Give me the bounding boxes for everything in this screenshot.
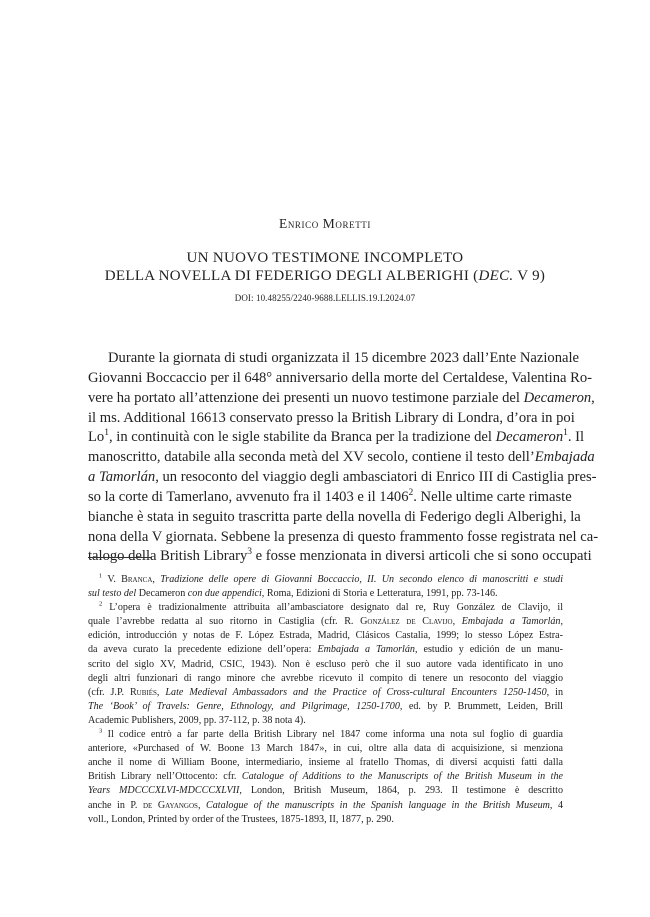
article-title-line-2: DELLA NOVELLA DI FEDERIGO DEGLI ALBERIGHI (DEC. V 9): [104, 268, 546, 284]
footnote-3-line: $^3$ Il codice entrò a far parte della British Library nel 1847 come informa una nota sul foglio di guardia: [99, 727, 563, 741]
footnote-ref: 1: [563, 428, 568, 439]
footnote-2-line: da aveva curato la precedente edizione dell’opera: Embajada a Tamorlán, estudio y edición de un manu-: [88, 644, 564, 656]
body-line: vere ha portato all’attenzione dei presenti un nuovo testimone parziale del Decameron,: [88, 389, 595, 406]
footnote-separator: [88, 557, 152, 558]
footnote-2-line: scrito del siglo XV, Madrid, CSIC, 1943). Non è escluso però che il suo autore vada identificato in uno: [88, 658, 563, 670]
body-line: so la corte di Tamerlano, avvenuto fra il 1403 e il 1406$^2$. Nelle ultime carte rimaste: [88, 488, 572, 505]
footnote-3-line: anche in P. de Gayangos, Catalogue of the manuscripts in the Spanish language in the British Museum, 4: [88, 799, 563, 811]
footnote-2-line: Academic Publishers, 2009, pp. 37-112, p. 38 nota 4).: [88, 714, 306, 726]
body-line: Giovanni Boccaccio per il 648° anniversario della morte del Certaldese, Valentina Ro-: [88, 369, 593, 386]
footnote-3-line: voll., London, Printed by order of the Trustees, 1875-1893, II, 1877, p. 290.: [88, 813, 394, 825]
body-line: il ms. Additional 16613 conservato presso la British Library di Londra, d’ora in poi: [88, 409, 575, 426]
footnotes: [88, 573, 563, 827]
article-title-line-1: UN NUOVO TESTIMONE INCOMPLETO: [186, 250, 464, 266]
body-line: nona della V giornata. Sebbene la presenza di questo frammento fosse registrata nel ca-: [88, 528, 599, 545]
footnote-ref: 3: [247, 547, 253, 558]
footnote-2-line: degli altri funzionari di rango minore che avrebbe ricevuto il compito di tenere un resoconto del viaggio: [88, 672, 563, 684]
body-line: a Tamorlán, un resoconto del viaggio degli ambasciatori di Enrico III di Castiglia pres-: [88, 469, 597, 486]
body-line: Durante la giornata di studi organizzata il 15 dicembre 2023 dall’Ente Nazionale: [108, 350, 580, 366]
body-line: talogo della British Library$^3$ e fosse menzionata in diversi articoli che si sono occupati: [88, 547, 592, 565]
footnote-ref: 2: [408, 488, 414, 499]
footnote-2-line: (cfr. J.P. Rubiés, Late Medieval Ambassadors and the Practice of Cross-cultural Encounters 1250-1450, in: [88, 686, 563, 698]
footnote-2-line: The ‘Book’ of Travels: Genre, Ethnology, and Pilgrimage, 1250-1700, ed. by P. Brummett, Leiden, Brill: [88, 700, 563, 712]
doi: DOI: 10.48255/2240-9688.LELLIS.19.I.2024.07: [234, 293, 416, 303]
body-line: Lo$^1$, in continuità con le sigle stabilite da Branca per la tradizione del Decameron$^1$. Il: [88, 428, 585, 446]
body-line: bianche è stata in seguito trascritta parte della novella di Federigo degli Alberighi, la: [88, 508, 581, 525]
footnote-3-line: British Library nell’Ottocento: cfr. Catalogue of Additions to the Manuscripts of the British Museum in the: [88, 771, 564, 783]
footnote-1-line: sul testo del Decameron con due appendici, Roma, Edizioni di Storia e Letteratura, 1991, pp. 73-146.: [88, 588, 498, 600]
footnote-ref: 1: [104, 428, 109, 439]
footnote-1-line: $^1$ V. Branca, Tradizione delle opere di Giovanni Boccaccio, II. Un secondo elenco di manoscritti e studi: [99, 572, 563, 585]
body-line: manoscritto, databile alla seconda metà del XV secolo, contiene il testo dell’Embajada: [88, 449, 595, 466]
footnote-3-line: anteriore, «Purchased of W. Boone 13 March 1847», in cui, oltre alla data di acquisizione, si menziona: [88, 743, 563, 755]
author-name: Enrico Moretti: [278, 216, 372, 231]
footnote-3-line: Years MDCCCXLVI-MDCCCXLVII, London, British Museum, 1864, p. 293. Il testimone è descritto: [88, 785, 564, 797]
footnote-2-line: edición, introducción y notas de F. López Estrada, Madrid, Clásicos Castalia, 1999; lo stesso López Estra-: [88, 630, 563, 642]
footnote-3-line: anche il nome di William Boone, intermediario, insieme al fratello Thomas, di diversi acquisti fatti dalla: [88, 757, 563, 769]
footnote-2-line: $^2$ L’opera è tradizionalmente attribuita all’ambasciatore designato dal re, Ruy González de Clavijo, il: [99, 600, 563, 614]
footnote-2-line: quale l’avrebbe redatta al suo ritorno in Castiglia (cfr. R. González de Clavijo, Embajada a Tamorlán,: [88, 616, 564, 628]
body-paragraph: [88, 349, 599, 567]
